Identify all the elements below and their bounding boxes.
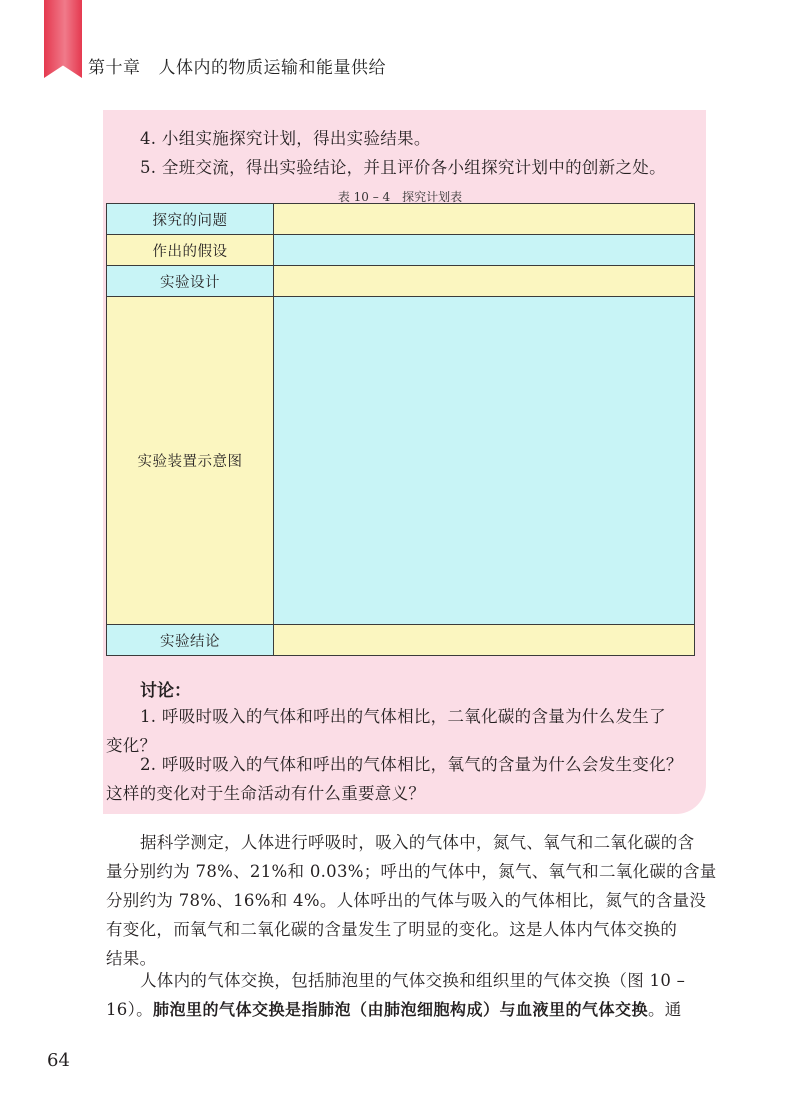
row-value <box>274 204 695 235</box>
row-value <box>274 297 695 625</box>
row-label: 实验设计 <box>107 266 274 297</box>
body-line: 据科学测定，人体进行呼吸时，吸入的气体中，氮气、氧气和二氧化碳的含 <box>140 833 695 852</box>
body-line: 量分别约为 78%、21%和 0.03%；呼出的气体中，氮气、氧气和二氧化碳的含量 <box>106 862 717 881</box>
row-value <box>274 266 695 297</box>
body-line <box>106 995 685 1024</box>
discussion-title: 讨论： <box>140 681 191 701</box>
table-row <box>107 266 695 297</box>
row-value <box>274 235 695 266</box>
body-text: 16）。 <box>106 1000 153 1019</box>
discussion-line: 2. 呼吸时吸入的气体和呼出的气体相比，氧气的含量为什么会发生变化？ <box>140 755 683 774</box>
row-label: 实验装置示意图 <box>107 297 274 625</box>
step-4: 4. 小组实施探究计划，得出实验结果。 <box>140 129 431 148</box>
body-line: 结果。 <box>106 949 157 968</box>
key-definition: 肺泡里的气体交换是指肺泡（由肺泡细胞构成）与血液里的气体交换 <box>152 1000 648 1019</box>
body-line: 有变化，而氧气和二氧化碳的含量发生了明显的变化。这是人体内气体交换的 <box>106 920 678 939</box>
table-row <box>107 297 695 625</box>
chapter-number: 第十章 <box>88 58 141 78</box>
step-5: 5. 全班交流，得出实验结论，并且评价各小组探究计划中的创新之处。 <box>140 158 666 177</box>
table-row <box>107 204 695 235</box>
chapter-header <box>88 53 386 78</box>
table-caption: 表 10 – 4 探究计划表 <box>337 190 463 204</box>
chapter-title: 人体内的物质运输和能量供给 <box>158 58 386 78</box>
body-paragraph-1 <box>106 828 717 973</box>
body-line: 人体内的气体交换，包括肺泡里的气体交换和组织里的气体交换（图 10 – <box>140 971 686 990</box>
body-text: 。通 <box>647 1000 682 1019</box>
table-row <box>107 235 695 266</box>
discussion-line: 这样的变化对于生命活动有什么重要意义？ <box>106 784 426 803</box>
chapter-bookmark-ribbon <box>44 0 82 78</box>
row-value <box>274 625 695 656</box>
page-number: 64 <box>47 1050 70 1071</box>
table-row <box>107 625 695 656</box>
discussion-line: 变化？ <box>106 736 157 755</box>
discussion-question-2 <box>106 750 683 808</box>
row-label: 实验结论 <box>107 625 274 656</box>
discussion-line: 1. 呼吸时吸入的气体和呼出的气体相比，二氧化碳的含量为什么发生了 <box>140 707 666 726</box>
row-label: 作出的假设 <box>107 235 274 266</box>
body-line: 分别约为 78%、16%和 4%。人体呼出的气体与吸入的气体相比，氮气的含量没 <box>106 891 707 910</box>
inquiry-plan-table <box>106 203 695 656</box>
body-paragraph-2 <box>106 966 685 1024</box>
row-label: 探究的问题 <box>107 204 274 235</box>
